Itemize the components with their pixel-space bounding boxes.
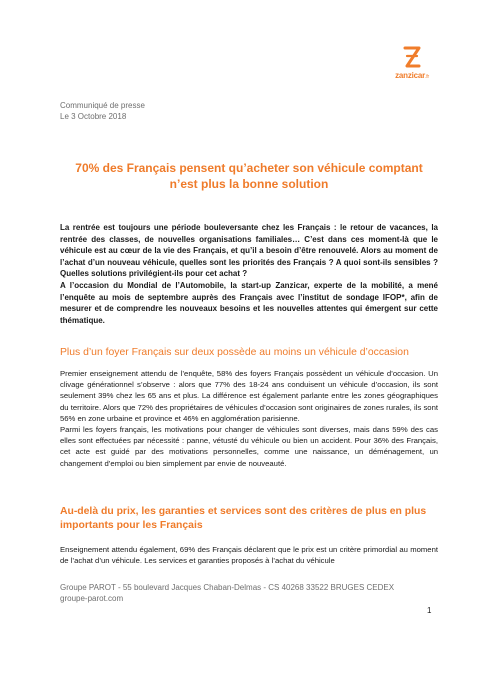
- intro-paragraph: La rentrée est toujours une période bouleversante chez les Français : le retour de vacances, la rentrée des classes, de nouvelles organisations familiales… C’est dans ces moment-là que le véhicule est au cœur de la vie des Français, et qu’il a besoin d’être renouvelé. Alors au moment de l’achat d’un nouveau véhicule, quelles sont les priorités des Français ? A quoi sont-ils sensibles ? Quelles solutions privilégient-ils pour cet achat ?: [60, 223, 438, 279]
- section-body: [60, 544, 438, 566]
- section-heading: Plus d’un foyer Français sur deux possède au moins un véhicule d’occasion: [60, 347, 409, 358]
- section-heading: Au-delà du prix, les garanties et services sont des critères de plus en plus importants pour les Français: [60, 506, 427, 531]
- zanzicar-z-icon: [401, 44, 423, 70]
- logo-wordmark: zanzicar.fr: [395, 71, 429, 80]
- page-footer: [60, 582, 394, 604]
- body-paragraph: Enseignement attendu également, 69% des Français déclarent que le prix est un critère primordial au moment de l’achat d’un véhicule. Les services et garanties proposés à l’achat du véhicule: [60, 545, 438, 566]
- zanzicar-logo: [390, 44, 434, 80]
- footer-website-link[interactable]: groupe-parot.com: [60, 594, 124, 603]
- section-body: [60, 368, 438, 469]
- document-type: Communiqué de presse: [60, 101, 145, 110]
- body-paragraph: Parmi les foyers français, les motivations pour changer de véhicules sont diverses, mais dans 59% des cas elles sont effectuées par nécessité : panne, vétusté du véhicule ou bien un accident. Pour 36% des Français, cet acte est guidé par des motivations personnelles, comme une naissance, un déménagement, un changement d’emploi ou bien simplement par envie de nouveauté.: [60, 425, 438, 468]
- page-number: 1: [427, 606, 432, 615]
- document-meta: [60, 101, 145, 122]
- page-title: 70% des Français pensent qu’acheter son véhicule comptant n’est plus la bonne solution: [75, 161, 423, 191]
- document-date: Le 3 Octobre 2018: [60, 111, 127, 121]
- footer-address: Groupe PAROT - 55 boulevard Jacques Chaban-Delmas - CS 40268 33522 BRUGES CEDEX: [60, 583, 395, 592]
- intro-text: [60, 222, 438, 326]
- intro-paragraph: A l’occasion du Mondial de l’Automobile, la start-up Zanzicar, experte de la mobilité, a mené l’enquête au mois de septembre auprès des Français avec l’institut de sondage IFOP*, afin de mesurer et de comprendre les nouveaux besoins et les nouvelles attentes qui émergent sur cette thématique.: [60, 280, 438, 325]
- body-paragraph: Premier enseignement attendu de l’enquête, 58% des foyers Français possèdent un véhicule d’occasion. Un clivage générationnel s’observe : alors que 77% des 18-24 ans conduisent un véhicule d’occasion, ils sont seulement 39% chez les 65 ans et plus. La différence est également parlante entre les zones géographiques du territoire. Alors que 72% des propriétaires de véhicules d’occasion sont originaires de zones rurales, ils sont 56% en zone urbaine et province et 46% en agglomération parisienne.: [60, 369, 438, 423]
